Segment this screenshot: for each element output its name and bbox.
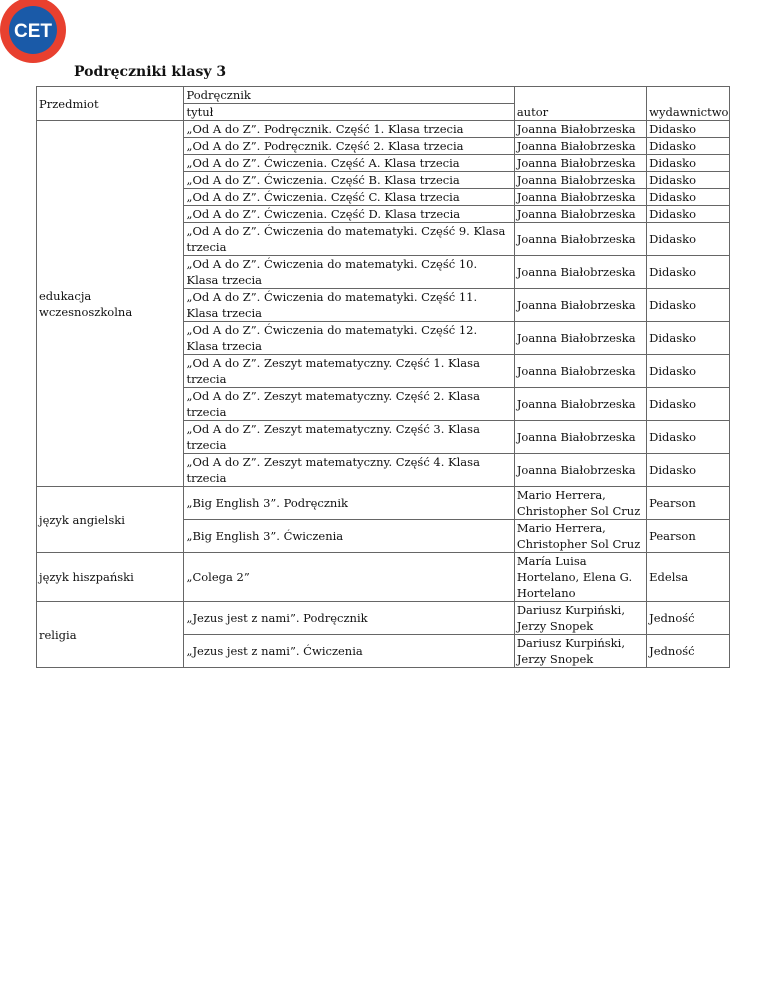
author-cell: Joanna Białobrzeska [514, 388, 646, 421]
title-cell: „Jezus jest z nami”. Ćwiczenia [184, 635, 514, 668]
author-cell: María Luisa Hortelano, Elena G. Hortelano [514, 553, 646, 602]
publisher-cell: Pearson [647, 520, 730, 553]
title-cell: „Od A do Z”. Zeszyt matematyczny. Część 3. Klasa trzecia [184, 421, 514, 454]
subject-header: Przedmiot [37, 87, 184, 121]
author-cell: Joanna Białobrzeska [514, 121, 646, 138]
title-cell: „Od A do Z”. Ćwiczenia do matematyki. Część 12. Klasa trzecia [184, 322, 514, 355]
blank-header-cell [514, 87, 646, 104]
table-row [37, 121, 730, 138]
publisher-cell: Jedność [647, 602, 730, 635]
subject-cell: edukacja wczesnoszkolna [37, 121, 184, 487]
table-row [37, 602, 730, 635]
cet-logo-icon [0, 0, 68, 64]
author-cell: Mario Herrera, Christopher Sol Cruz [514, 487, 646, 520]
title-header: tytuł [184, 104, 514, 121]
blank-header-cell [647, 87, 730, 104]
publisher-cell: Didasko [647, 289, 730, 322]
publisher-cell: Didasko [647, 388, 730, 421]
publisher-cell: Didasko [647, 322, 730, 355]
title-cell: „Od A do Z”. Zeszyt matematyczny. Część 2. Klasa trzecia [184, 388, 514, 421]
title-cell: „Od A do Z”. Ćwiczenia do matematyki. Część 11. Klasa trzecia [184, 289, 514, 322]
author-cell: Dariusz Kurpiński, Jerzy Snopek [514, 635, 646, 668]
publisher-cell: Didasko [647, 189, 730, 206]
publisher-cell: Pearson [647, 487, 730, 520]
subject-cell: język hiszpański [37, 553, 184, 602]
author-cell: Joanna Białobrzeska [514, 223, 646, 256]
header-row-top [37, 87, 730, 104]
title-cell: „Od A do Z”. Zeszyt matematyczny. Część 4. Klasa trzecia [184, 454, 514, 487]
title-cell: „Od A do Z”. Ćwiczenia. Część A. Klasa trzecia [184, 155, 514, 172]
publisher-cell: Didasko [647, 138, 730, 155]
title-cell: „Od A do Z”. Ćwiczenia do matematyki. Część 10. Klasa trzecia [184, 256, 514, 289]
title-cell: „Od A do Z”. Podręcznik. Część 2. Klasa trzecia [184, 138, 514, 155]
publisher-cell: Didasko [647, 121, 730, 138]
title-cell: „Od A do Z”. Ćwiczenia. Część C. Klasa trzecia [184, 189, 514, 206]
author-cell: Joanna Białobrzeska [514, 189, 646, 206]
author-cell: Joanna Białobrzeska [514, 256, 646, 289]
author-cell: Joanna Białobrzeska [514, 289, 646, 322]
author-cell: Joanna Białobrzeska [514, 322, 646, 355]
publisher-cell: Didasko [647, 256, 730, 289]
book-header: Podręcznik [184, 87, 514, 104]
title-cell: „Big English 3”. Ćwiczenia [184, 520, 514, 553]
publisher-cell: Didasko [647, 206, 730, 223]
author-cell: Joanna Białobrzeska [514, 206, 646, 223]
title-cell: „Od A do Z”. Ćwiczenia do matematyki. Część 9. Klasa trzecia [184, 223, 514, 256]
cet-logo [0, 0, 68, 64]
textbook-table [36, 86, 730, 668]
publisher-cell: Jedność [647, 635, 730, 668]
title-cell: „Colega 2” [184, 553, 514, 602]
author-cell: Joanna Białobrzeska [514, 421, 646, 454]
title-cell: „Od A do Z”. Ćwiczenia. Część B. Klasa trzecia [184, 172, 514, 189]
title-cell: „Jezus jest z nami”. Podręcznik [184, 602, 514, 635]
title-cell: „Od A do Z”. Ćwiczenia. Część D. Klasa trzecia [184, 206, 514, 223]
author-cell: Joanna Białobrzeska [514, 454, 646, 487]
page-title: Podręczniki klasy 3 [74, 64, 227, 80]
table-row [37, 487, 730, 520]
publisher-cell: Didasko [647, 155, 730, 172]
subject-cell: religia [37, 602, 184, 668]
logo-text: CET [14, 21, 52, 42]
author-cell: Joanna Białobrzeska [514, 355, 646, 388]
title-cell: „Od A do Z”. Zeszyt matematyczny. Część 1. Klasa trzecia [184, 355, 514, 388]
title-cell: „Big English 3”. Podręcznik [184, 487, 514, 520]
textbook-table-body [37, 87, 730, 668]
publisher-cell: Edelsa [647, 553, 730, 602]
author-cell: Dariusz Kurpiński, Jerzy Snopek [514, 602, 646, 635]
subject-cell: język angielski [37, 487, 184, 553]
author-cell: Joanna Białobrzeska [514, 172, 646, 189]
publisher-cell: Didasko [647, 172, 730, 189]
author-cell: Joanna Białobrzeska [514, 155, 646, 172]
publisher-cell: Didasko [647, 355, 730, 388]
author-cell: Mario Herrera, Christopher Sol Cruz [514, 520, 646, 553]
author-header: autor [514, 104, 646, 121]
table-row [37, 553, 730, 602]
author-cell: Joanna Białobrzeska [514, 138, 646, 155]
publisher-cell: Didasko [647, 421, 730, 454]
publisher-header: wydawnictwo [647, 104, 730, 121]
publisher-cell: Didasko [647, 223, 730, 256]
title-cell: „Od A do Z”. Podręcznik. Część 1. Klasa trzecia [184, 121, 514, 138]
publisher-cell: Didasko [647, 454, 730, 487]
